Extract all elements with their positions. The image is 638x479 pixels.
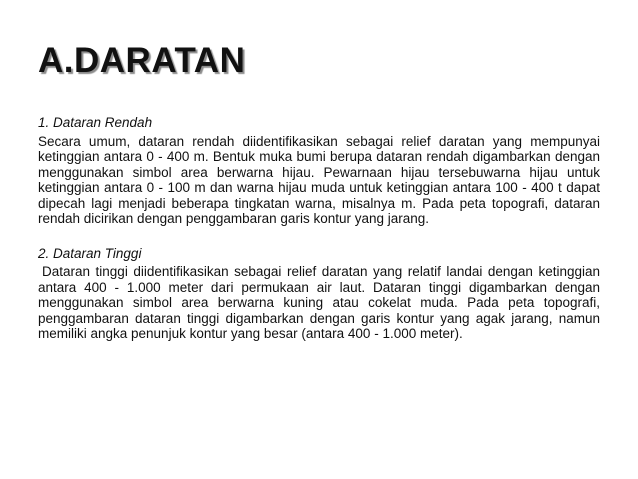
section-heading: 2. Dataran Tinggi [38,245,142,261]
section-body: Secara umum, dataran rendah diidentifikasikan sebagai relief daratan yang mempunyai ketinggian antara 0 - 400 m. Bentuk muka bumi berupa dataran rendah digambarkan dengan menggunakan simbol area berwarna hijau. Pewarnaan hijau tersebuwarna hijau untuk ketinggian antara 0 - 100 m dan warna hijau muda untuk ketinggian antara 100 - 400 t dapat dipecah lagi menjadi beberapa tingkatan warna, misalnya m. Pada peta topografi, dataran rendah dicirikan dengan penggambaran garis kontur yang jarang. [38,133,600,226]
slide-content [38,115,600,342]
section-spacer [38,227,600,246]
section-body: Dataran tinggi diidentifikasikan sebagai relief daratan yang relatif landai dengan ketinggian antara 400 - 1.000 meter dari permukaan air laut. Dataran tinggi digambarkan dengan menggunakan simbol area berwarna kuning atau cokelat muda. Pada peta topografi, penggambaran dataran tinggi digambarkan dengan garis kontur yang agak jarang, namun memiliki angka penunjuk kontur yang besar (antara 400 - 1.000 meter). [38,264,600,341]
section-heading: 1. Dataran Rendah [38,115,153,130]
slide-title: A.DARATAN [38,41,246,80]
section-dataran-tinggi [38,246,600,342]
section-dataran-rendah [38,115,600,227]
